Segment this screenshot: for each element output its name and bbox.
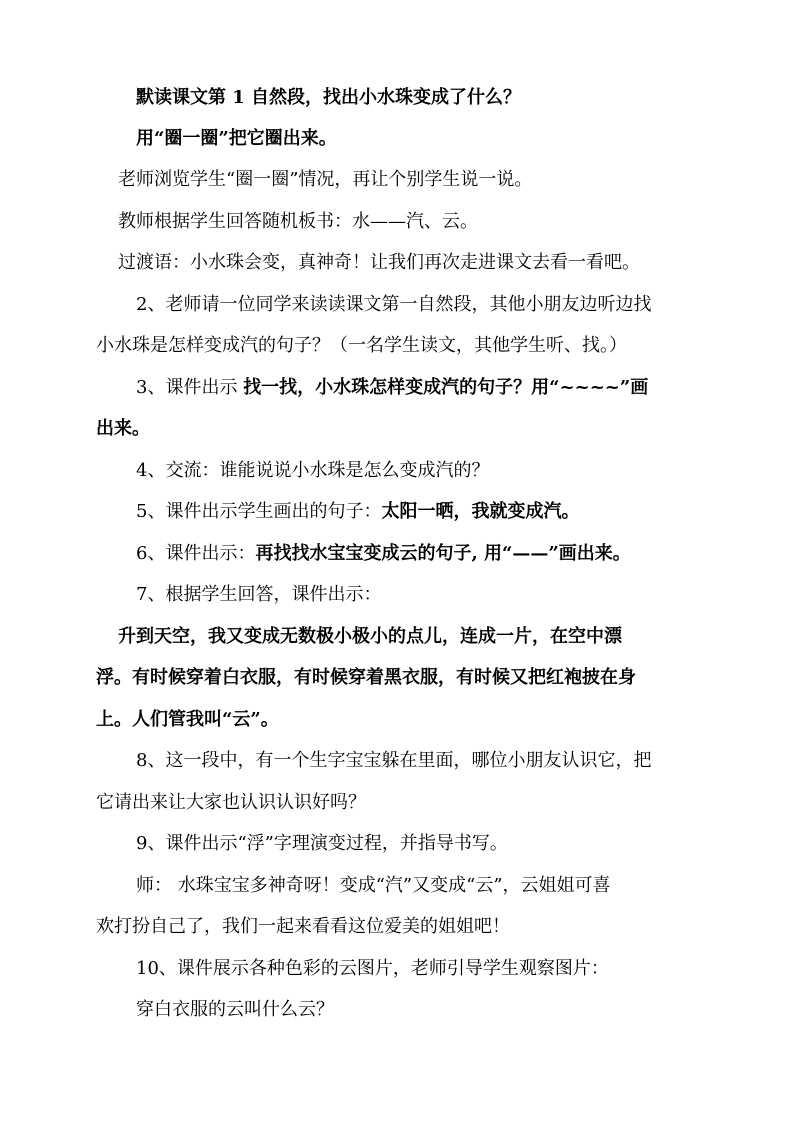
step-3-prefix: 3、课件出示: [136, 377, 244, 398]
step-6-bold: 再找找水宝宝变成云的句子, 用“——”画出来。: [255, 543, 631, 564]
step-6-prefix: 6、课件出示：: [136, 543, 256, 564]
step-6: [136, 542, 631, 566]
quote-line-2: 浮。有时候穿着白衣服，有时候穿着黑衣服，有时候又把红袍披在身: [96, 667, 636, 688]
step-10: 10、课件展示各种色彩的云图片，老师引导学生观察图片：: [136, 958, 609, 979]
teacher-speech-line-1: 师： 水珠宝宝多神奇呀！变成“汽”又变成“云”，云姐姐可喜: [136, 875, 611, 896]
step-5-bold: 太阳一晒，我就变成汽。: [381, 501, 580, 522]
teacher-speech-line-2: 欢打扮自己了，我们一起来看看这位爱美的姐姐吧！: [96, 916, 510, 937]
question-white-cloud: 穿白衣服的云叫什么云？: [136, 999, 334, 1020]
instruction-read-paragraph: 默读课文第 1 自然段，找出小水珠变成了什么？: [136, 87, 522, 108]
step-9: 9、课件出示“浮”字理演变过程，并指导书写。: [136, 833, 508, 854]
quote-line-3: 上。人们管我叫“云”。: [96, 709, 279, 730]
step-3-bold: 找一找，小水珠怎样变成汽的句子？用“~~~~”画: [243, 377, 649, 398]
step-8-line-1: 8、这一段中，有一个生字宝宝躲在里面，哪位小朋友认识它，把: [136, 750, 652, 771]
step-2-line-2: 小水珠是怎样变成汽的句子？（一名学生读文，其他学生听、找。）: [96, 335, 627, 356]
step-5: [136, 500, 579, 524]
step-4: 4、交流：谁能说说小水珠是怎么变成汽的？: [136, 460, 490, 481]
teacher-note-browse: 老师浏览学生“圈一圈”情况，再让个别学生说一说。: [118, 169, 533, 190]
step-2-line-1: 2、老师请一位同学来读读课文第一自然段，其他小朋友边听边找: [136, 294, 652, 315]
instruction-circle: 用“圈一圈”把它圈出来。: [136, 128, 337, 149]
step-3-line-2: 出来。: [96, 418, 150, 439]
teacher-note-blackboard: 教师根据学生回答随机板书：水——汽、云。: [118, 211, 478, 232]
step-8-line-2: 它请出来让大家也认识认识好吗？: [96, 792, 366, 813]
step-5-prefix: 5、课件出示学生画出的句子：: [136, 501, 382, 522]
step-7: 7、根据学生回答，课件出示：: [136, 584, 382, 605]
transition-text: 过渡语：小水珠会变，真神奇！让我们再次走进课文去看一看吧。: [118, 252, 640, 273]
step-3-line-1: [136, 376, 648, 400]
quote-line-1: 升到天空，我又变成无数极小极小的点儿，连成一片，在空中漂: [118, 626, 622, 647]
